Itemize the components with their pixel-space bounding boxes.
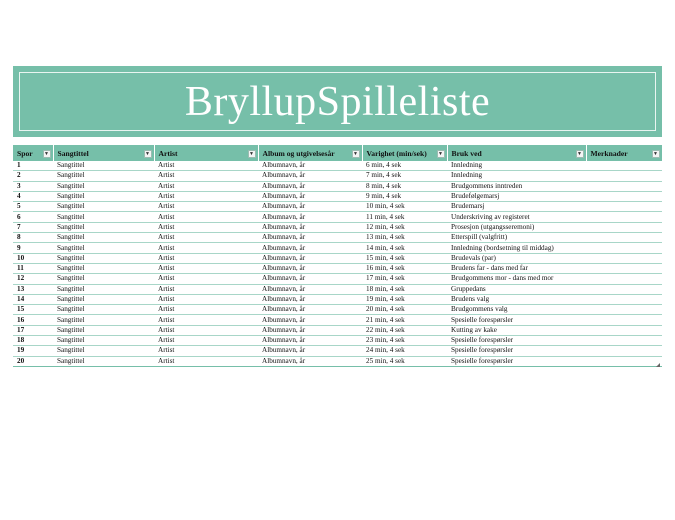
cell-bruk[interactable]: Brudevals (par) bbox=[447, 253, 586, 263]
table-row bbox=[13, 243, 662, 253]
cell-merknader[interactable] bbox=[586, 315, 662, 325]
cell-merknader[interactable] bbox=[586, 181, 662, 191]
cell-album[interactable]: Albumnavn, år bbox=[258, 181, 362, 191]
cell-artist[interactable]: Artist bbox=[154, 356, 258, 366]
cell-merknader[interactable] bbox=[586, 191, 662, 201]
column-header-album[interactable]: Album og utgivelsesår ▼ bbox=[258, 145, 362, 161]
cell-album[interactable]: Albumnavn, år bbox=[258, 202, 362, 212]
header-row bbox=[13, 145, 662, 161]
cell-merknader[interactable] bbox=[586, 233, 662, 243]
cell-merknader[interactable] bbox=[586, 284, 662, 294]
table-row bbox=[13, 315, 662, 325]
table-row bbox=[13, 171, 662, 181]
cell-merknader[interactable] bbox=[586, 171, 662, 181]
cell-merknader[interactable] bbox=[586, 243, 662, 253]
cell-merknader[interactable] bbox=[586, 356, 662, 366]
cell-artist[interactable]: Artist bbox=[154, 243, 258, 253]
cell-spor[interactable]: 15 bbox=[13, 305, 53, 315]
cell-sangtittel[interactable]: Sangtittel bbox=[53, 243, 154, 253]
chevron-down-icon[interactable]: ▼ bbox=[438, 152, 443, 157]
cell-varighet[interactable]: 10 min, 4 sek bbox=[362, 202, 447, 212]
cell-spor[interactable]: 18 bbox=[13, 336, 53, 346]
cell-artist[interactable]: Artist bbox=[154, 191, 258, 201]
cell-bruk[interactable]: Spesielle forespørsler bbox=[447, 346, 586, 356]
cell-spor[interactable]: 5 bbox=[13, 202, 53, 212]
cell-album[interactable]: Albumnavn, år bbox=[258, 305, 362, 315]
cell-varighet[interactable]: 9 min, 4 sek bbox=[362, 191, 447, 201]
table-row bbox=[13, 274, 662, 284]
column-header-artist[interactable]: Artist ▼ bbox=[154, 145, 258, 161]
cell-merknader[interactable] bbox=[586, 294, 662, 304]
table-row bbox=[13, 263, 662, 273]
cell-varighet[interactable]: 13 min, 4 sek bbox=[362, 233, 447, 243]
cell-varighet[interactable]: 12 min, 4 sek bbox=[362, 222, 447, 232]
cell-spor[interactable]: 19 bbox=[13, 346, 53, 356]
cell-merknader[interactable] bbox=[586, 253, 662, 263]
table-row bbox=[13, 294, 662, 304]
cell-bruk[interactable]: Innledning bbox=[447, 171, 586, 181]
cell-album[interactable]: Albumnavn, år bbox=[258, 325, 362, 335]
cell-merknader[interactable] bbox=[586, 161, 662, 171]
cell-spor[interactable]: 13 bbox=[13, 284, 53, 294]
page-title: BryllupSpilleliste bbox=[184, 79, 491, 125]
table-row bbox=[13, 253, 662, 263]
cell-artist[interactable]: Artist bbox=[154, 263, 258, 273]
cell-varighet[interactable]: 23 min, 4 sek bbox=[362, 336, 447, 346]
cell-spor[interactable]: 14 bbox=[13, 294, 53, 304]
cell-sangtittel[interactable]: Sangtittel bbox=[53, 336, 154, 346]
column-header-spor[interactable]: Spor ▼ bbox=[13, 145, 53, 161]
cell-sangtittel[interactable]: Sangtittel bbox=[53, 191, 154, 201]
cell-varighet[interactable]: 14 min, 4 sek bbox=[362, 243, 447, 253]
cell-merknader[interactable] bbox=[586, 202, 662, 212]
cell-varighet[interactable]: 20 min, 4 sek bbox=[362, 305, 447, 315]
cell-varighet[interactable]: 18 min, 4 sek bbox=[362, 284, 447, 294]
cell-album[interactable]: Albumnavn, år bbox=[258, 336, 362, 346]
cell-varighet[interactable]: 16 min, 4 sek bbox=[362, 263, 447, 273]
cell-spor[interactable]: 10 bbox=[13, 253, 53, 263]
cell-spor[interactable]: 7 bbox=[13, 222, 53, 232]
title-banner bbox=[13, 66, 662, 137]
column-header-merknader[interactable]: Merknader ▼ bbox=[586, 145, 662, 161]
cell-merknader[interactable] bbox=[586, 336, 662, 346]
cell-varighet[interactable]: 19 min, 4 sek bbox=[362, 294, 447, 304]
cell-bruk[interactable]: Brudens valg bbox=[447, 294, 586, 304]
cell-artist[interactable]: Artist bbox=[154, 233, 258, 243]
cell-sangtittel[interactable]: Sangtittel bbox=[53, 212, 154, 222]
cell-bruk[interactable]: Brudens far - dans med far bbox=[447, 263, 586, 273]
chevron-down-icon[interactable]: ▼ bbox=[145, 152, 150, 157]
cell-varighet[interactable]: 22 min, 4 sek bbox=[362, 325, 447, 335]
table-row bbox=[13, 305, 662, 315]
cell-album[interactable]: Albumnavn, år bbox=[258, 346, 362, 356]
cell-sangtittel[interactable]: Sangtittel bbox=[53, 202, 154, 212]
cell-spor[interactable]: 6 bbox=[13, 212, 53, 222]
cell-artist[interactable]: Artist bbox=[154, 171, 258, 181]
table-row bbox=[13, 202, 662, 212]
cell-sangtittel[interactable]: Sangtittel bbox=[53, 233, 154, 243]
cell-spor[interactable]: 2 bbox=[13, 171, 53, 181]
cell-sangtittel[interactable]: Sangtittel bbox=[53, 325, 154, 335]
cell-album[interactable]: Albumnavn, år bbox=[258, 284, 362, 294]
cell-sangtittel[interactable]: Sangtittel bbox=[53, 274, 154, 284]
cell-merknader[interactable] bbox=[586, 346, 662, 356]
cell-bruk[interactable]: Spesielle forespørsler bbox=[447, 336, 586, 346]
cell-varighet[interactable]: 24 min, 4 sek bbox=[362, 346, 447, 356]
cell-merknader[interactable] bbox=[586, 274, 662, 284]
cell-sangtittel[interactable]: Sangtittel bbox=[53, 346, 154, 356]
table-row bbox=[13, 233, 662, 243]
cell-varighet[interactable]: 6 min, 4 sek bbox=[362, 161, 447, 171]
cell-artist[interactable]: Artist bbox=[154, 346, 258, 356]
cell-merknader[interactable] bbox=[586, 305, 662, 315]
cell-bruk[interactable]: Spesielle forespørsler bbox=[447, 356, 586, 366]
cell-album[interactable]: Albumnavn, år bbox=[258, 294, 362, 304]
cell-spor[interactable]: 17 bbox=[13, 325, 53, 335]
table-row bbox=[13, 356, 662, 366]
cell-album[interactable]: Albumnavn, år bbox=[258, 222, 362, 232]
cell-spor[interactable]: 20 bbox=[13, 356, 53, 366]
cell-bruk[interactable]: Innledning bbox=[447, 161, 586, 171]
cell-artist[interactable]: Artist bbox=[154, 305, 258, 315]
table-row bbox=[13, 161, 662, 171]
cell-bruk[interactable]: Gruppedans bbox=[447, 284, 586, 294]
cell-varighet[interactable]: 15 min, 4 sek bbox=[362, 253, 447, 263]
cell-sangtittel[interactable]: Sangtittel bbox=[53, 356, 154, 366]
cell-sangtittel[interactable]: Sangtittel bbox=[53, 171, 154, 181]
cell-bruk[interactable]: Brudgommens mor - dans med mor bbox=[447, 274, 586, 284]
cell-bruk[interactable]: Underskriving av registeret bbox=[447, 212, 586, 222]
cell-varighet[interactable]: 8 min, 4 sek bbox=[362, 181, 447, 191]
cell-bruk[interactable]: Innledning (bordsetning til middag) bbox=[447, 243, 586, 253]
cell-sangtittel[interactable]: Sangtittel bbox=[53, 263, 154, 273]
cell-varighet[interactable]: 21 min, 4 sek bbox=[362, 315, 447, 325]
table-row bbox=[13, 181, 662, 191]
cell-varighet[interactable]: 7 min, 4 sek bbox=[362, 171, 447, 181]
table-resize-handle[interactable] bbox=[656, 363, 660, 367]
cell-album[interactable]: Albumnavn, år bbox=[258, 356, 362, 366]
cell-spor[interactable]: 4 bbox=[13, 191, 53, 201]
cell-album[interactable]: Albumnavn, år bbox=[258, 191, 362, 201]
cell-spor[interactable]: 9 bbox=[13, 243, 53, 253]
cell-album[interactable]: Albumnavn, år bbox=[258, 233, 362, 243]
cell-sangtittel[interactable]: Sangtittel bbox=[53, 181, 154, 191]
cell-album[interactable]: Albumnavn, år bbox=[258, 263, 362, 273]
cell-varighet[interactable]: 11 min, 4 sek bbox=[362, 212, 447, 222]
cell-spor[interactable]: 12 bbox=[13, 274, 53, 284]
cell-varighet[interactable]: 17 min, 4 sek bbox=[362, 274, 447, 284]
cell-artist[interactable]: Artist bbox=[154, 325, 258, 335]
table-row bbox=[13, 191, 662, 201]
cell-artist[interactable]: Artist bbox=[154, 222, 258, 232]
cell-artist[interactable]: Artist bbox=[154, 315, 258, 325]
cell-artist[interactable]: Artist bbox=[154, 212, 258, 222]
playlist-table bbox=[13, 145, 663, 367]
cell-spor[interactable]: 3 bbox=[13, 181, 53, 191]
cell-album[interactable]: Albumnavn, år bbox=[258, 212, 362, 222]
cell-bruk[interactable]: Brudgommens valg bbox=[447, 305, 586, 315]
column-header-sangtittel[interactable]: Sangtittel ▼ bbox=[53, 145, 154, 161]
cell-spor[interactable]: 8 bbox=[13, 233, 53, 243]
cell-merknader[interactable] bbox=[586, 212, 662, 222]
cell-artist[interactable]: Artist bbox=[154, 274, 258, 284]
cell-bruk[interactable]: Kutting av kake bbox=[447, 325, 586, 335]
cell-album[interactable]: Albumnavn, år bbox=[258, 243, 362, 253]
cell-sangtittel[interactable]: Sangtittel bbox=[53, 305, 154, 315]
cell-bruk[interactable]: Prosesjon (utgangsseremoni) bbox=[447, 222, 586, 232]
cell-artist[interactable]: Artist bbox=[154, 161, 258, 171]
cell-artist[interactable]: Artist bbox=[154, 181, 258, 191]
column-header-varighet[interactable]: Varighet (min/sek) ▼ bbox=[362, 145, 447, 161]
chevron-down-icon[interactable]: ▼ bbox=[353, 152, 358, 157]
cell-bruk[interactable]: Spesielle forespørsler bbox=[447, 315, 586, 325]
cell-album[interactable]: Albumnavn, år bbox=[258, 274, 362, 284]
cell-bruk[interactable]: Brudefølgemarsj bbox=[447, 191, 586, 201]
cell-artist[interactable]: Artist bbox=[154, 253, 258, 263]
cell-merknader[interactable] bbox=[586, 263, 662, 273]
cell-sangtittel[interactable]: Sangtittel bbox=[53, 161, 154, 171]
cell-sangtittel[interactable]: Sangtittel bbox=[53, 315, 154, 325]
cell-sangtittel[interactable]: Sangtittel bbox=[53, 284, 154, 294]
cell-artist[interactable]: Artist bbox=[154, 284, 258, 294]
cell-artist[interactable]: Artist bbox=[154, 336, 258, 346]
table-row bbox=[13, 336, 662, 346]
table-row bbox=[13, 346, 662, 356]
table-row bbox=[13, 222, 662, 232]
cell-bruk[interactable]: Brudemarsj bbox=[447, 202, 586, 212]
table-row bbox=[13, 284, 662, 294]
cell-spor[interactable]: 1 bbox=[13, 161, 53, 171]
table-row bbox=[13, 212, 662, 222]
chevron-down-icon[interactable]: ▼ bbox=[44, 152, 49, 157]
cell-merknader[interactable] bbox=[586, 222, 662, 232]
cell-artist[interactable]: Artist bbox=[154, 294, 258, 304]
cell-sangtittel[interactable]: Sangtittel bbox=[53, 222, 154, 232]
cell-varighet[interactable]: 25 min, 4 sek bbox=[362, 356, 447, 366]
cell-album[interactable]: Albumnavn, år bbox=[258, 315, 362, 325]
cell-artist[interactable]: Artist bbox=[154, 202, 258, 212]
cell-spor[interactable]: 16 bbox=[13, 315, 53, 325]
cell-album[interactable]: Albumnavn, år bbox=[258, 253, 362, 263]
column-header-bruk[interactable]: Bruk ved ▼ bbox=[447, 145, 586, 161]
cell-spor[interactable]: 11 bbox=[13, 263, 53, 273]
cell-sangtittel[interactable]: Sangtittel bbox=[53, 253, 154, 263]
cell-sangtittel[interactable]: Sangtittel bbox=[53, 294, 154, 304]
cell-album[interactable]: Albumnavn, år bbox=[258, 161, 362, 171]
cell-merknader[interactable] bbox=[586, 325, 662, 335]
cell-bruk[interactable]: Etterspill (valgfritt) bbox=[447, 233, 586, 243]
chevron-down-icon[interactable]: ▼ bbox=[249, 152, 254, 157]
table-row bbox=[13, 325, 662, 335]
chevron-down-icon[interactable]: ▼ bbox=[653, 152, 658, 157]
cell-bruk[interactable]: Brudgommens inntreden bbox=[447, 181, 586, 191]
cell-album[interactable]: Albumnavn, år bbox=[258, 171, 362, 181]
chevron-down-icon[interactable]: ▼ bbox=[577, 152, 582, 157]
